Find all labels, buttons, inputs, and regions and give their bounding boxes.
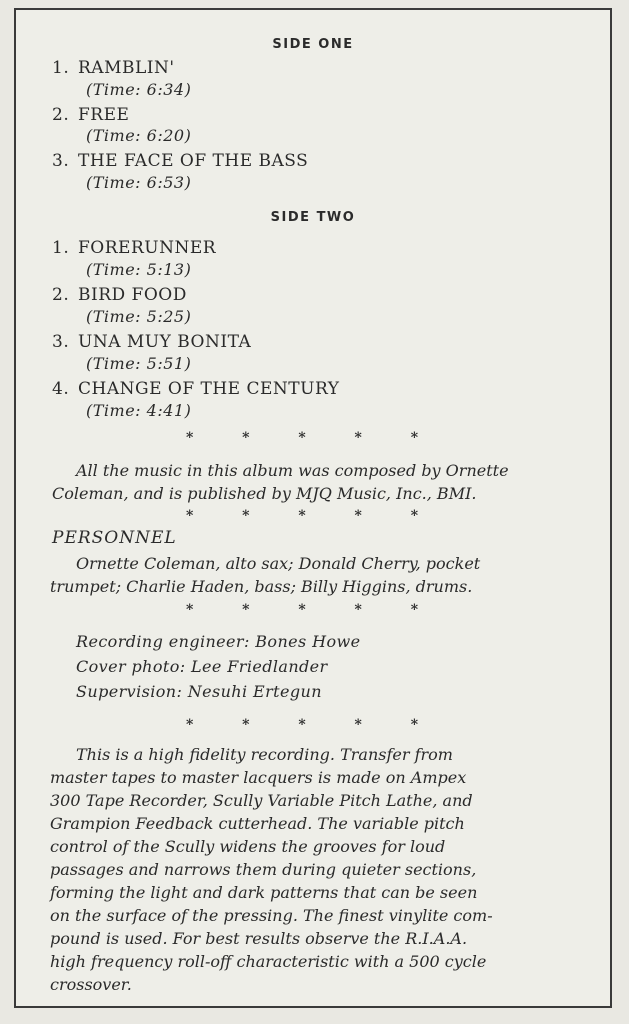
track-time: (Time: 5:51) — [86, 354, 192, 373]
track-title: FREE — [78, 105, 130, 125]
track-time: (Time: 5:25) — [86, 307, 192, 326]
track-time: (Time: 6:20) — [86, 126, 192, 145]
track-number: 2. — [52, 285, 70, 305]
fidelity-note-line: on the surface of the pressing. The finest vinylite com- — [50, 906, 493, 925]
fidelity-note-line: control of the Scully widens the grooves for loud — [50, 837, 446, 856]
track-side2-4 — [52, 379, 339, 399]
track-side1-3 — [52, 151, 308, 171]
track-side1-2 — [52, 105, 129, 125]
fidelity-note-line: Grampion Feedback cutterhead. The variable pitch — [50, 814, 465, 833]
separator-stars: * * * * * — [185, 602, 441, 618]
track-number: 1. — [52, 238, 70, 258]
personnel-line-1: Ornette Coleman, alto sax; Donald Cherry, pocket — [76, 554, 481, 573]
fidelity-note-line: forming the light and dark patterns that can be seen — [50, 883, 478, 902]
fidelity-note-line: 300 Tape Recorder, Scully Variable Pitch Lathe, and — [50, 791, 473, 810]
fidelity-note-line: This is a high fidelity recording. Transfer from — [76, 745, 453, 764]
separator-stars: * * * * * — [185, 508, 441, 524]
track-number: 2. — [52, 105, 70, 125]
side-one-heading: SIDE ONE — [272, 37, 354, 52]
track-number: 4. — [52, 379, 70, 399]
track-number: 1. — [52, 58, 70, 78]
track-title: UNA MUY BONITA — [78, 332, 252, 352]
fidelity-note-line: crossover. — [50, 975, 132, 994]
credit-recording-engineer: Recording engineer: Bones Howe — [76, 632, 361, 651]
track-side2-2 — [52, 285, 187, 305]
side-two-heading: SIDE TWO — [270, 210, 356, 225]
track-title: BIRD FOOD — [78, 285, 187, 305]
composer-note-line-1: All the music in this album was composed by Ornette — [76, 461, 509, 480]
fidelity-note-line: high frequency roll-off characteristic with a 500 cycle — [50, 952, 487, 971]
separator-stars: * * * * * — [185, 430, 441, 446]
track-title: RAMBLIN' — [78, 58, 175, 78]
track-number: 3. — [52, 151, 70, 171]
separator-stars: * * * * * — [185, 717, 441, 733]
track-title: THE FACE OF THE BASS — [78, 151, 309, 171]
track-side1-1 — [52, 58, 175, 78]
track-time: (Time: 6:34) — [86, 80, 192, 99]
personnel-line-2: trumpet; Charlie Haden, bass; Billy Higgins, drums. — [50, 577, 473, 596]
composer-note-line-2: Coleman, and is published by MJQ Music, Inc., BMI. — [52, 484, 477, 503]
track-title: FORERUNNER — [78, 238, 217, 258]
track-side2-1 — [52, 238, 216, 258]
credit-cover-photo: Cover photo: Lee Friedlander — [76, 657, 328, 676]
personnel-heading: PERSONNEL — [52, 528, 177, 548]
fidelity-note-line: master tapes to master lacquers is made on Ampex — [50, 768, 467, 787]
credit-supervision: Supervision: Nesuhi Ertegun — [76, 682, 322, 701]
track-time: (Time: 4:41) — [86, 401, 192, 420]
liner-notes-panel — [14, 8, 612, 1008]
track-time: (Time: 6:53) — [86, 173, 192, 192]
fidelity-note-line: passages and narrows them during quieter sections, — [50, 860, 477, 879]
track-title: CHANGE OF THE CENTURY — [78, 379, 340, 399]
fidelity-note-line: pound is used. For best results observe the R.I.A.A. — [50, 929, 468, 948]
track-number: 3. — [52, 332, 70, 352]
track-side2-3 — [52, 332, 251, 352]
track-time: (Time: 5:13) — [86, 260, 192, 279]
